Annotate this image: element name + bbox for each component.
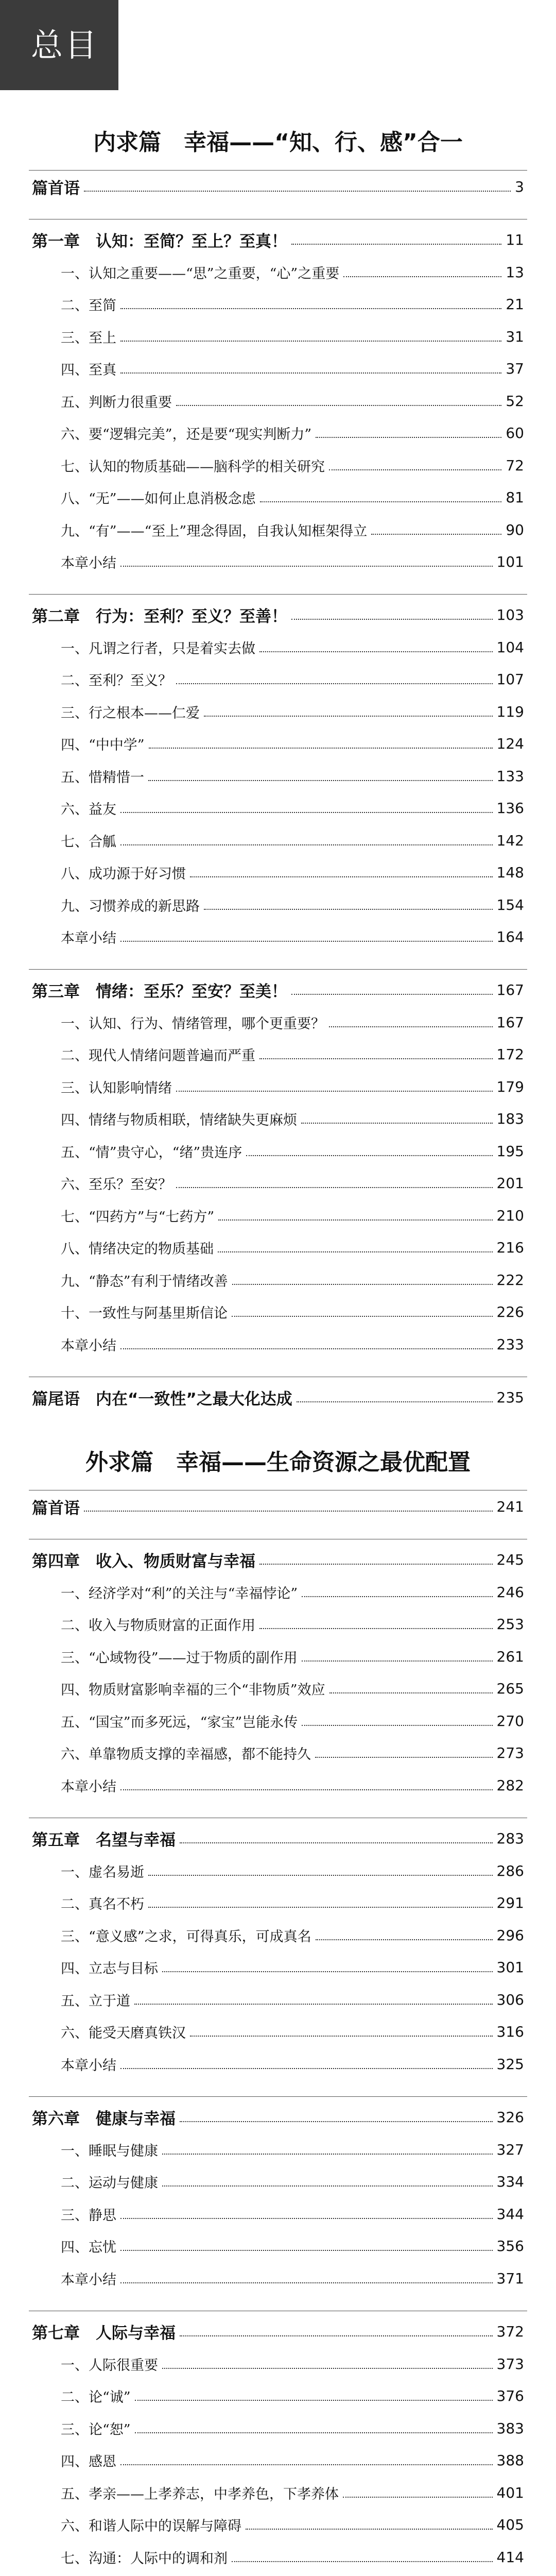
toc-section-entry[interactable] [0, 2230, 556, 2261]
entry-title: 十、一致性与阿基里斯信论 [61, 1305, 228, 1321]
page-number: 282 [496, 1776, 524, 1794]
page-number: 21 [506, 295, 524, 313]
toc-section-entry[interactable] [0, 2198, 556, 2229]
toc-section-entry[interactable] [0, 1071, 556, 1102]
toc-section-entry[interactable] [0, 696, 556, 727]
page-number: 316 [496, 2023, 524, 2040]
dot-leader [135, 2400, 493, 2401]
toc-section-entry[interactable] [0, 1887, 556, 1918]
dot-leader [120, 844, 493, 845]
dot-leader [134, 2004, 493, 2005]
dot-leader [204, 909, 493, 910]
entry-title: 第五章 名望与幸福 [32, 1831, 176, 1850]
toc-section-entry[interactable] [0, 2541, 556, 2572]
dot-leader [120, 812, 493, 813]
entry-title: 四、“中中学” [61, 737, 145, 753]
entry-title: 四、立志与目标 [61, 1960, 158, 1977]
dot-leader [84, 1511, 493, 1512]
page-number: 401 [496, 2484, 524, 2501]
dot-leader [260, 501, 502, 502]
page-number: 373 [496, 2355, 524, 2372]
entry-title: 篇尾语 内在“一致性”之最大化达成 [32, 1389, 292, 1409]
entry-title: 三、论“恕” [61, 2421, 131, 2438]
page-number: 246 [496, 1583, 524, 1601]
page-number: 107 [496, 670, 524, 688]
toc-chapter-entry[interactable] [0, 171, 556, 202]
page-number: 195 [496, 1142, 524, 1160]
page-number: 327 [496, 2141, 524, 2158]
page-number: 164 [496, 928, 524, 945]
toc-chapter-entry[interactable] [0, 2316, 556, 2347]
toc-section-entry[interactable] [0, 1577, 556, 1607]
toc-section-entry[interactable] [0, 2380, 556, 2411]
entry-title: 八、情绪决定的物质基础 [61, 1241, 214, 1257]
dot-leader [291, 244, 501, 245]
entry-title: 第四章 收入、物质财富与幸福 [32, 1552, 255, 1571]
toc-section-entry[interactable] [0, 1737, 556, 1768]
toc-section-entry[interactable] [0, 1952, 556, 1982]
entry-title: 二、真名不朽 [61, 1896, 144, 1912]
toc-section-entry[interactable] [0, 1167, 556, 1198]
entry-title: 第七章 人际与幸福 [32, 2324, 176, 2343]
dot-leader [232, 2561, 493, 2562]
toc-section-entry[interactable] [0, 632, 556, 663]
toc-section-entry[interactable] [0, 760, 556, 791]
dot-leader [120, 372, 501, 374]
dot-leader [315, 1757, 493, 1758]
page-number: 235 [496, 1388, 524, 1406]
entry-title: 本章小结 [61, 2057, 116, 2074]
dot-leader [218, 1219, 492, 1221]
dot-leader [291, 619, 493, 620]
page-number: 296 [496, 1926, 524, 1944]
dot-leader [120, 566, 493, 567]
dot-leader [246, 1155, 492, 1156]
page-number: 371 [496, 2269, 524, 2287]
entry-title: 一、认知之重要——“思”之重要，“心”之重要 [61, 265, 340, 282]
page-number: 372 [496, 2323, 524, 2340]
dot-leader [120, 341, 501, 342]
toc-section-entry[interactable] [0, 1329, 556, 1360]
dot-leader [316, 437, 501, 438]
page-number: 356 [496, 2237, 524, 2255]
entry-title: 七、沟通：人际中的调和剂 [61, 2550, 228, 2567]
dot-leader [232, 1316, 493, 1317]
entry-title: 本章小结 [61, 1778, 116, 1795]
page-number: 13 [506, 263, 524, 281]
dot-leader [204, 716, 493, 717]
dot-leader [120, 2068, 493, 2069]
dot-leader [259, 1628, 493, 1629]
toc-section-entry[interactable] [0, 1920, 556, 1951]
toc-section-entry[interactable] [0, 546, 556, 577]
entry-title: 六、至乐？至安？ [61, 1176, 172, 1193]
dot-leader [120, 1348, 493, 1349]
entry-title: 一、人际很重要 [61, 2357, 158, 2374]
dot-leader [301, 1123, 493, 1124]
page-number: 133 [496, 767, 524, 785]
page-number: 154 [496, 896, 524, 913]
entry-title: 六、能受天磨真铁汉 [61, 2025, 186, 2041]
toc-chapter-entry[interactable] [0, 1491, 556, 1522]
entry-title: 五、惜精惜一 [61, 769, 144, 786]
toc-section-entry[interactable] [0, 257, 556, 287]
toc-section-entry[interactable] [0, 353, 556, 384]
dot-leader [297, 1401, 493, 1402]
entry-title: 二、至利？至义？ [61, 672, 172, 689]
page-number: 52 [506, 392, 524, 410]
page-number: 383 [496, 2419, 524, 2437]
entry-title: 二、至简 [61, 297, 116, 314]
toc-section-entry[interactable] [0, 1705, 556, 1736]
entry-title: 五、“国宝”而多死远，“家宝”岂能永传 [61, 1714, 298, 1731]
page-number: 104 [496, 638, 524, 656]
toc-chapter-entry[interactable] [0, 974, 556, 1005]
dot-leader [232, 1284, 493, 1285]
dot-leader [329, 469, 501, 470]
dot-leader [120, 2218, 493, 2219]
page-number: 101 [496, 553, 524, 570]
entry-title: 五、判断力很重要 [61, 394, 172, 411]
part-title: 内求篇 幸福——“知、行、感”合一 [93, 129, 463, 156]
dot-leader [259, 1058, 493, 1059]
entry-title: 八、“无”——如何止息消极念虑 [61, 490, 256, 507]
dot-leader [120, 308, 501, 309]
page-title: 总目录 [0, 0, 118, 90]
dot-leader [176, 683, 493, 684]
entry-title: 四、感恩 [61, 2453, 116, 2470]
entry-title: 一、睡眠与健康 [61, 2143, 158, 2159]
dot-leader [120, 2250, 493, 2251]
page-number: 270 [496, 1712, 524, 1730]
page-number: 81 [506, 488, 524, 506]
entry-title: 一、经济学对“利”的关注与“幸福悖论” [61, 1585, 298, 1602]
page-number: 286 [496, 1862, 524, 1879]
page-number: 326 [496, 2108, 524, 2126]
entry-title: 第一章 认知：至简？至上？至真！ [32, 232, 287, 251]
page-number: 301 [496, 1958, 524, 1976]
page-number: 388 [496, 2451, 524, 2469]
page-number: 37 [506, 360, 524, 377]
dot-leader [246, 2529, 493, 2530]
toc-section-entry[interactable] [0, 1264, 556, 1295]
entry-title: 一、认知、行为、情绪管理，哪个更重要？ [61, 1015, 325, 1032]
toc-section-entry[interactable] [0, 1103, 556, 1134]
toc-chapter-entry[interactable] [0, 224, 556, 255]
toc-section-entry[interactable] [0, 2445, 556, 2476]
toc-section-entry[interactable] [0, 1641, 556, 1672]
dot-leader [343, 276, 501, 277]
page-number: 233 [496, 1335, 524, 1353]
dot-leader [148, 1907, 493, 1908]
page-number: 183 [496, 1110, 524, 1127]
entry-title: 六、单靠物质支撑的幸福感，都不能持久 [61, 1746, 311, 1762]
dot-leader [162, 2154, 493, 2155]
toc-section-entry[interactable] [0, 2413, 556, 2444]
toc-section-entry[interactable] [0, 921, 556, 952]
dot-leader [176, 1187, 493, 1188]
page-number: 142 [496, 832, 524, 849]
page-number: 376 [496, 2387, 524, 2404]
entry-title: 二、运动与健康 [61, 2175, 158, 2191]
dot-leader [162, 2368, 493, 2369]
dot-leader [302, 1596, 492, 1597]
toc-section-entry[interactable] [0, 1232, 556, 1263]
dot-leader [180, 2335, 493, 2336]
entry-title: 六、和谐人际中的误解与障碍 [61, 2518, 241, 2534]
entry-title: 五、孝亲——上孝养志，中孝养色，下孝养体 [61, 2486, 339, 2502]
toc-section-entry[interactable] [0, 1136, 556, 1166]
page-number: 273 [496, 1744, 524, 1761]
toc-section-entry[interactable] [0, 2477, 556, 2508]
dot-leader [316, 1939, 493, 1940]
page-number: 103 [496, 606, 524, 623]
page-number: 60 [506, 424, 524, 442]
toc-section-entry[interactable] [0, 2134, 556, 2165]
dot-leader [190, 2036, 493, 2037]
toc-section-entry[interactable] [0, 825, 556, 856]
page-number: 414 [496, 2548, 524, 2566]
dot-leader [135, 2432, 493, 2433]
entry-title: 四、至真 [61, 362, 116, 378]
page-number: 179 [496, 1078, 524, 1095]
entry-title: 本章小结 [61, 2272, 116, 2288]
toc-section-entry[interactable] [0, 1296, 556, 1327]
entry-title: 二、论“诚” [61, 2389, 131, 2405]
dot-leader [259, 1564, 493, 1565]
entry-title: 九、“有”——“至上”理念得固，自我认知框架得立 [61, 523, 368, 539]
entry-title: 九、习惯养成的新思路 [61, 898, 200, 914]
section-divider [29, 969, 527, 970]
entry-title: 第三章 情绪：至乐？至安？至美！ [32, 982, 287, 1001]
toc-chapter-entry[interactable] [0, 1382, 556, 1413]
page-number: 306 [496, 1991, 524, 2008]
page-number: 325 [496, 2055, 524, 2073]
toc-section-entry[interactable] [0, 1770, 556, 1801]
entry-title: 八、成功源于好习惯 [61, 866, 186, 882]
page-number: 124 [496, 735, 524, 752]
toc-section-entry[interactable] [0, 1855, 556, 1886]
entry-title: 六、益友 [61, 801, 116, 818]
section-divider [29, 594, 527, 595]
toc-section-entry[interactable] [0, 385, 556, 416]
part-title: 外求篇 幸福——生命资源之最优配置 [85, 1449, 471, 1476]
entry-title: 七、认知的物质基础——脑科学的相关研究 [61, 459, 325, 475]
toc-section-entry[interactable] [0, 2048, 556, 2079]
toc-section-entry[interactable] [0, 2573, 556, 2576]
entry-title: 三、行之根本——仁爱 [61, 705, 200, 721]
page-number: 31 [506, 328, 524, 345]
page-number: 344 [496, 2205, 524, 2223]
entry-title: 三、“意义感”之求，可得真乐，可成真名 [61, 1928, 311, 1945]
entry-title: 本章小结 [61, 1337, 116, 1354]
dot-leader [190, 876, 493, 877]
page-number: 283 [496, 1829, 524, 1847]
dot-leader [176, 405, 501, 406]
toc-section-entry[interactable] [0, 728, 556, 759]
toc-section-entry[interactable] [0, 450, 556, 481]
toc-section-entry[interactable] [0, 321, 556, 352]
toc-chapter-entry[interactable] [0, 599, 556, 630]
page-number: 265 [496, 1680, 524, 1697]
page-number: 90 [506, 521, 524, 538]
dot-leader [329, 1692, 493, 1693]
entry-title: 一、凡谓之行者，只是着实去做 [61, 640, 255, 657]
toc-section-entry[interactable] [0, 2166, 556, 2197]
toc-chapter-entry[interactable] [0, 1544, 556, 1575]
page-number: 3 [515, 178, 524, 195]
entry-title: 三、静思 [61, 2207, 116, 2224]
entry-title: 本章小结 [61, 555, 116, 571]
entry-title: 三、认知影响情绪 [61, 1080, 172, 1096]
dot-leader [120, 1789, 493, 1790]
toc-section-entry[interactable] [0, 1007, 556, 1038]
entry-title: 一、虚名易逝 [61, 1864, 144, 1880]
toc-section-entry[interactable] [0, 289, 556, 319]
page-number: 222 [496, 1271, 524, 1289]
page-number: 201 [496, 1174, 524, 1192]
page-number: 245 [496, 1551, 524, 1568]
entry-title: 七、“四药方”与“七药方” [61, 1209, 215, 1225]
page-number: 167 [496, 1013, 524, 1031]
dot-leader [176, 1091, 493, 1092]
page-number: 405 [496, 2516, 524, 2533]
toc-section-entry[interactable] [0, 857, 556, 888]
dot-leader [259, 651, 493, 652]
page-number: 216 [496, 1239, 524, 1256]
toc-section-entry[interactable] [0, 482, 556, 513]
page-number: 11 [506, 231, 524, 248]
page-number: 167 [496, 981, 524, 998]
dot-leader [148, 780, 493, 781]
toc-section-entry[interactable] [0, 1039, 556, 1070]
dot-leader [148, 1875, 493, 1876]
toc-chapter-entry[interactable] [0, 1823, 556, 1854]
toc-section-entry[interactable] [0, 664, 556, 694]
dot-leader [84, 191, 511, 192]
dot-leader [343, 2497, 493, 2498]
section-divider [29, 2096, 527, 2097]
entry-title: 第二章 行为：至利？至义？至善！ [32, 607, 287, 626]
toc-section-entry[interactable] [0, 1673, 556, 1704]
page-number: 172 [496, 1045, 524, 1063]
page-number: 136 [496, 799, 524, 817]
entry-title: 五、“情”贵守心，“绪”贵连序 [61, 1144, 242, 1161]
page-number: 253 [496, 1615, 524, 1633]
page-number: 119 [496, 703, 524, 720]
toc-section-entry[interactable] [0, 2348, 556, 2379]
toc-section-entry[interactable] [0, 2263, 556, 2294]
toc-section-entry[interactable] [0, 1200, 556, 1231]
dot-leader [218, 1251, 493, 1252]
page-number: 210 [496, 1207, 524, 1224]
page-number: 72 [506, 456, 524, 474]
dot-leader [120, 2464, 493, 2465]
dot-leader [329, 1026, 493, 1027]
dot-leader [180, 1842, 493, 1843]
entry-title: 七、合觚 [61, 834, 116, 850]
dot-leader [302, 1660, 493, 1662]
dot-leader [120, 2282, 493, 2283]
dot-leader [120, 941, 493, 942]
page-number: 241 [496, 1498, 524, 1515]
dot-leader [291, 994, 493, 995]
entry-title: 第六章 健康与幸福 [32, 2109, 176, 2128]
section-divider [29, 170, 527, 171]
dot-leader [371, 534, 501, 535]
toc-section-entry[interactable] [0, 792, 556, 823]
entry-title: 四、忘忧 [61, 2239, 116, 2256]
toc-section-entry[interactable] [0, 1984, 556, 2015]
entry-title: 三、至上 [61, 330, 116, 346]
page-number: 291 [496, 1894, 524, 1911]
entry-title: 五、立于道 [61, 1993, 130, 2009]
toc-chapter-entry[interactable] [0, 2102, 556, 2132]
toc-section-entry[interactable] [0, 514, 556, 545]
page-number: 226 [496, 1303, 524, 1320]
toc-section-entry[interactable] [0, 1608, 556, 1639]
page-number: 334 [496, 2173, 524, 2190]
dot-leader [162, 1971, 493, 1972]
dot-leader [302, 1725, 492, 1726]
dot-leader [180, 2121, 493, 2122]
toc-section-entry[interactable] [0, 417, 556, 448]
dot-leader [149, 748, 493, 749]
entry-title: 二、现代人情绪问题普遍而严重 [61, 1047, 255, 1064]
dot-leader [162, 2185, 493, 2187]
entry-title: 三、“心域物役”——过于物质的副作用 [61, 1650, 298, 1666]
entry-title: 四、物质财富影响幸福的三个“非物质”效应 [61, 1682, 325, 1698]
page-number: 148 [496, 863, 524, 881]
entry-title: 本章小结 [61, 930, 116, 946]
toc-section-entry[interactable] [0, 889, 556, 920]
entry-title: 四、情绪与物质相联，情绪缺失更麻烦 [61, 1112, 297, 1128]
entry-title: 二、收入与物质财富的正面作用 [61, 1617, 255, 1634]
toc-section-entry[interactable] [0, 2509, 556, 2540]
entry-title: 九、“静态”有利于情绪改善 [61, 1273, 228, 1290]
entry-title: 篇首语 [32, 179, 80, 198]
toc-section-entry[interactable] [0, 2016, 556, 2047]
entry-title: 六、要“逻辑完美”，还是要“现实判断力” [61, 426, 312, 443]
entry-title: 篇首语 [32, 1499, 80, 1518]
page-number: 261 [496, 1648, 524, 1665]
